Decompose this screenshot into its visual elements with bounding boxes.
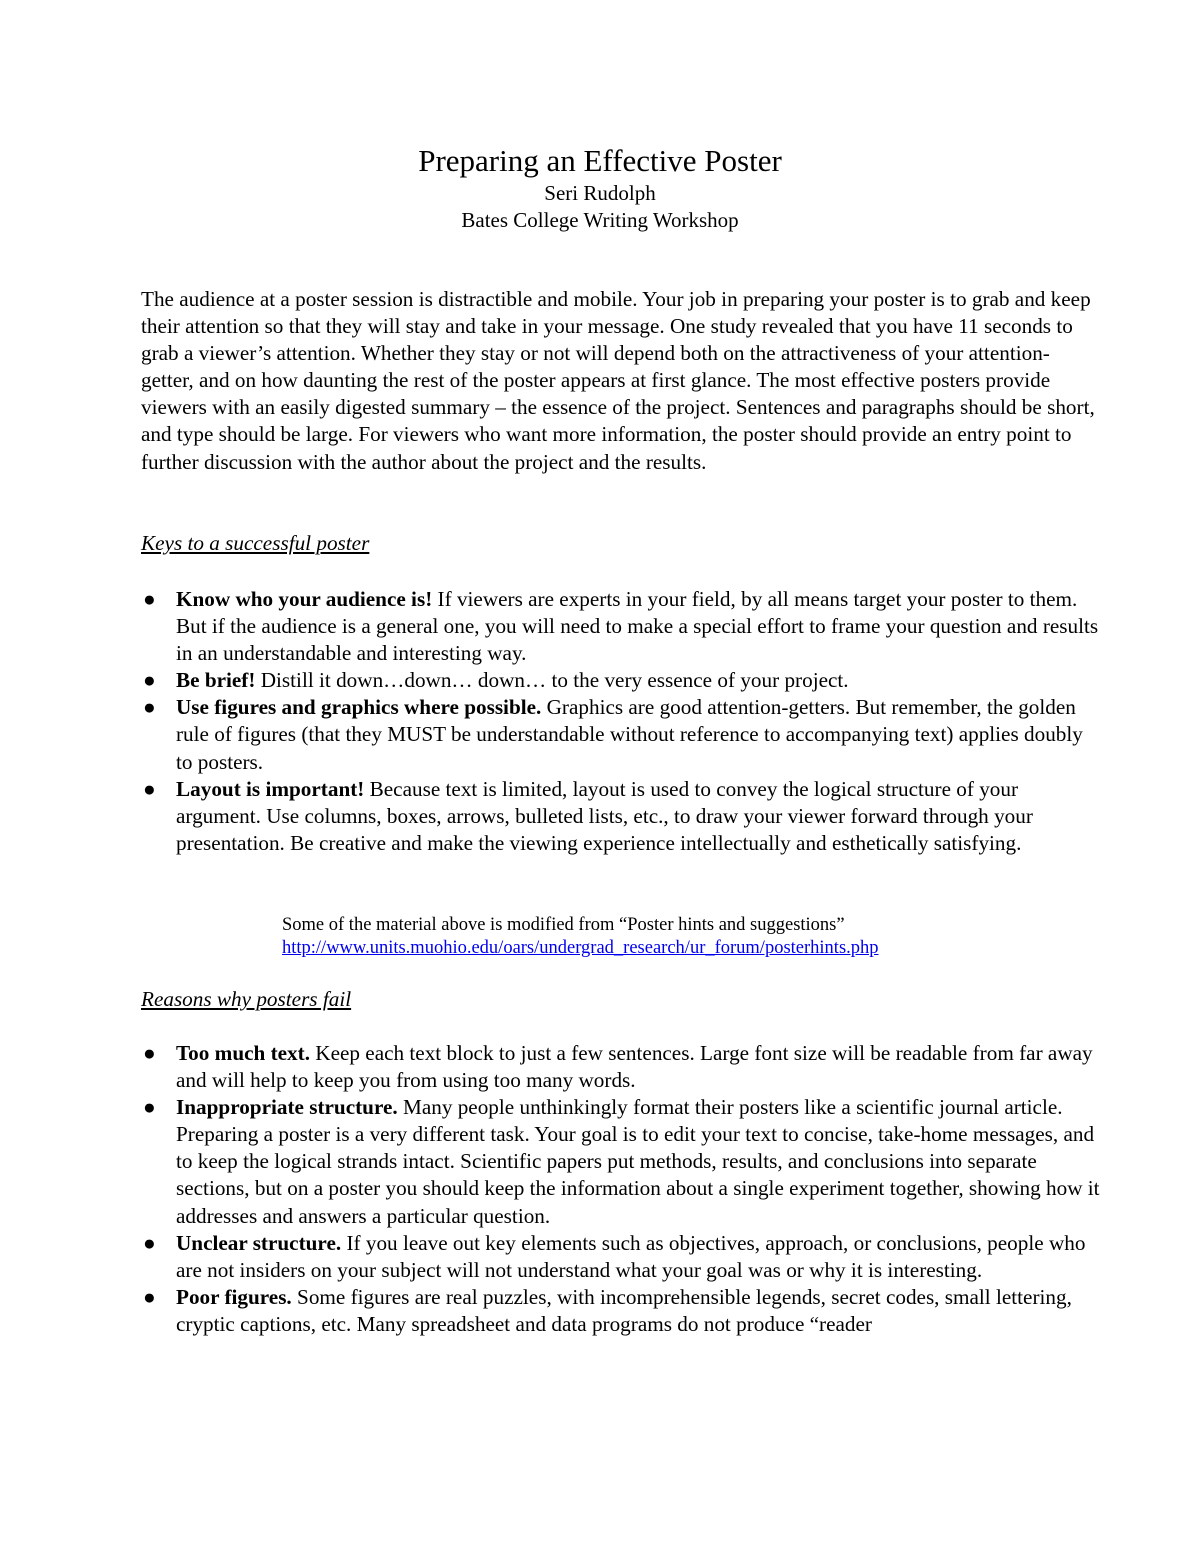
item-text: Some figures are real puzzles, with incomprehensible legends, secret codes, small lettering, cryptic captions, etc. Many spreadsheet and data programs do not produce “reader	[176, 1284, 1072, 1336]
item-text: Distill it down…down… down… to the very essence of your project.	[255, 668, 849, 693]
item-lead: Inappropriate structure.	[176, 1095, 398, 1120]
bullet-icon: ●	[143, 695, 156, 720]
item-lead: Be brief!	[176, 668, 256, 693]
item-text: Because text is limited, layout is used to convey the logical structure of your argument. Use columns, boxes, arrows, bulleted lists, etc., to draw your viewer forward through your presentation. Be creative and make the viewing experience intellectually and esthetically satisfying.	[176, 776, 1033, 855]
list-item	[141, 1094, 1101, 1229]
keys-section-heading: Keys to a successful poster	[141, 531, 370, 555]
bullet-icon: ●	[143, 1230, 156, 1255]
item-text: If viewers are experts in your field, by all means target your poster to them. But if the audience is a general one, you will need to make a special effort to frame your question and results in an understandable and interesting way.	[176, 587, 1099, 666]
list-item	[141, 694, 1101, 775]
item-lead: Layout is important!	[176, 776, 365, 801]
list-item	[141, 586, 1101, 667]
list-item	[141, 667, 1101, 694]
bullet-icon: ●	[143, 1284, 156, 1309]
item-text: Keep each text block to just a few sentences. Large font size will be readable from far away and will help to keep you from using too many words.	[176, 1041, 1093, 1093]
item-lead: Too much text.	[176, 1041, 310, 1065]
item-text: Many people unthinkingly format their posters like a scientific journal article. Preparing a poster is a very different task. Your goal is to edit your text to concise, take-home messages, and to keep the logical strands intact. Scientific papers put methods, results, and conclusions into separate sections, but on a poster you should keep the information about a single experiment together, showing how it addresses and answers a particular question.	[176, 1095, 1100, 1228]
item-text: If you leave out key elements such as objectives, approach, or conclusions, people who are not insiders on your subject will not understand what your goal was or why it is interesting.	[176, 1230, 1086, 1282]
organization-name: Bates College Writing Workshop	[461, 208, 739, 232]
item-text: Graphics are good attention-getters. But remember, the golden rule of figures (that they MUST be understandable without reference to accompanying text) applies doubly to posters.	[176, 695, 1083, 774]
credit-note: Some of the material above is modified from “Poster hints and suggestions”	[282, 915, 845, 935]
keys-list	[141, 586, 1101, 857]
bullet-icon: ●	[143, 1095, 156, 1120]
bullet-icon: ●	[143, 668, 156, 693]
bullet-icon: ●	[143, 776, 156, 801]
bullet-icon: ●	[143, 587, 156, 611]
page-title: Preparing an Effective Poster	[418, 143, 782, 178]
list-item	[141, 1040, 1101, 1094]
item-lead: Poor figures.	[176, 1284, 292, 1309]
reasons-section-heading: Reasons why posters fail	[141, 987, 352, 1011]
intro-paragraph: The audience at a poster session is distractible and mobile. Your job in preparing your poster is to grab and keep their attention so that they will stay and take in your message. One study revealed that you have 11 seconds to grab a viewer’s attention. Whether they stay or not will depend both on the attractiveness of your attention-getter, and on how daunting the rest of the poster appears at first glance. The most effective posters provide viewers with an easily digested summary – the essence of the project. Sentences and paragraphs should be short, and type should be large. For viewers who want more information, the poster should provide an entry point to further discussion with the author about the project and the results.	[141, 287, 1095, 474]
author-name: Seri Rudolph	[544, 181, 656, 205]
item-lead: Unclear structure.	[176, 1230, 342, 1255]
reasons-list	[141, 1040, 1101, 1338]
list-item	[141, 1284, 1101, 1338]
item-lead: Know who your audience is!	[176, 587, 433, 611]
item-lead: Use figures and graphics where possible.	[176, 695, 542, 720]
list-item	[141, 776, 1101, 857]
list-item	[141, 1230, 1101, 1284]
source-link[interactable]: http://www.units.muohio.edu/oars/undergrad_research/ur_forum/posterhints.php	[282, 938, 879, 958]
source-credit	[282, 914, 879, 960]
bullet-icon: ●	[143, 1041, 156, 1065]
